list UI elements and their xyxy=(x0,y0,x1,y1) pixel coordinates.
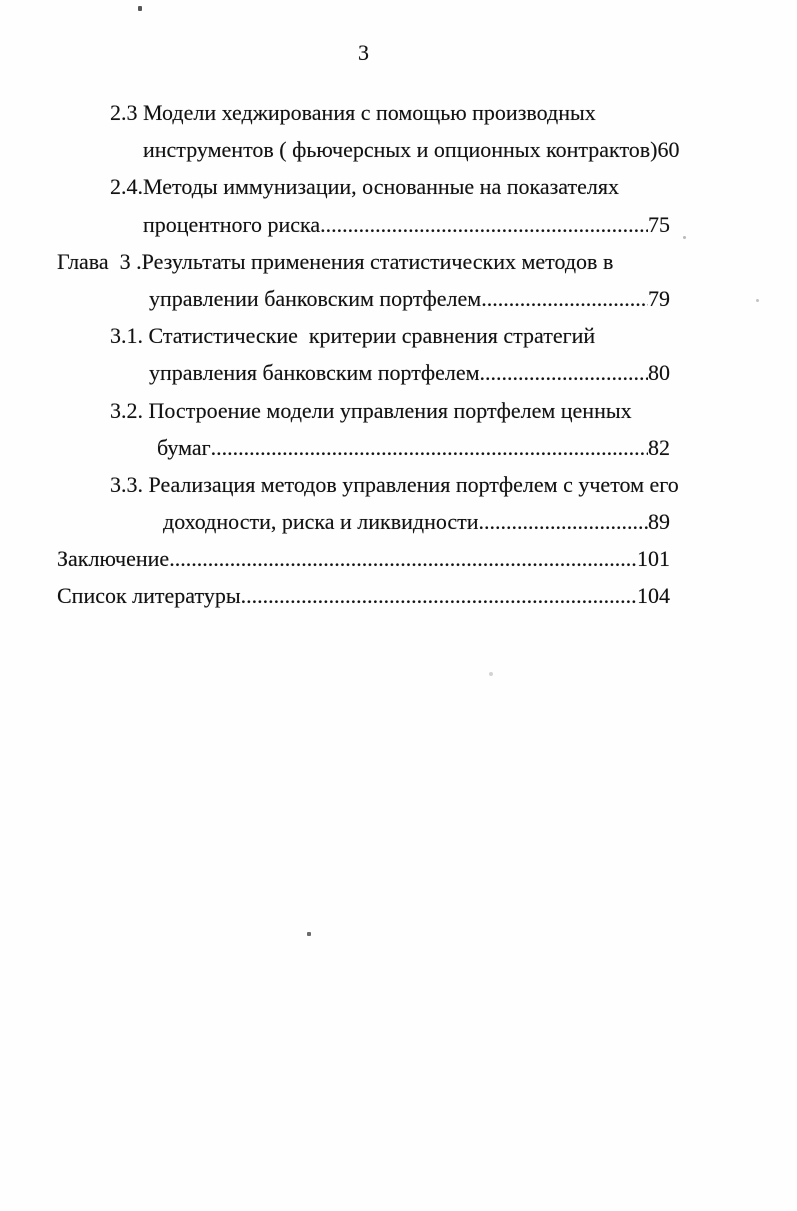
toc xyxy=(57,94,680,615)
scan-speck xyxy=(138,6,142,11)
scan-speck xyxy=(489,672,493,676)
dot-leader xyxy=(479,503,648,540)
toc-page-number: 60 xyxy=(657,137,680,163)
dot-leader xyxy=(481,280,648,317)
toc-entry xyxy=(57,168,670,205)
toc-entry-text: 3.2. Построение модели управления портфелем ценных xyxy=(110,397,632,423)
toc-entry-text: инструментов ( фьючерсных и опционных контрактов) xyxy=(143,137,658,163)
page-number: 3 xyxy=(358,40,369,65)
toc-entry-text: 3.3. Реализация методов управления портфелем с учетом его xyxy=(110,471,679,497)
toc-entry-text: 3.1. Статистические критерии сравнения стратегий xyxy=(110,323,596,349)
scan-speck xyxy=(683,236,686,239)
scan-speck xyxy=(756,299,759,302)
toc-entry xyxy=(57,577,670,614)
toc-entry-text: бумаг xyxy=(157,434,211,460)
toc-page-number: 75 xyxy=(648,211,670,237)
toc-entry xyxy=(57,540,670,577)
dot-leader xyxy=(320,206,648,243)
toc-entry xyxy=(57,280,670,317)
toc-entry xyxy=(57,429,670,466)
dot-leader xyxy=(480,354,648,391)
toc-page-number: 89 xyxy=(648,509,670,535)
toc-entry-text: доходности, риска и ликвидности xyxy=(163,509,479,535)
dot-leader xyxy=(169,540,637,577)
toc-page-number: 79 xyxy=(648,285,670,311)
toc-page-number: 104 xyxy=(637,583,670,609)
toc-entry xyxy=(57,392,670,429)
toc-entry-text: Глава 3 .Результаты применения статистических методов в xyxy=(57,248,614,274)
toc-entry-text: 2.4.Методы иммунизации, основанные на показателях xyxy=(110,174,619,200)
toc-entry xyxy=(57,466,679,503)
toc-entry-text: Список литературы xyxy=(57,583,241,609)
toc-page-number: 82 xyxy=(648,434,670,460)
dot-leader xyxy=(241,577,637,614)
toc-entry xyxy=(57,317,670,354)
scan-speck xyxy=(307,932,311,936)
toc-entry-text: Заключение xyxy=(57,546,170,572)
toc-entry xyxy=(57,243,670,280)
toc-page-number: 101 xyxy=(637,546,670,572)
toc-entry xyxy=(57,94,670,131)
toc-page-number: 80 xyxy=(648,360,670,386)
toc-entry xyxy=(57,206,670,243)
toc-entry-text: 2.3 Модели хеджирования с помощью производных xyxy=(110,100,596,125)
toc-entry xyxy=(57,503,670,540)
toc-entry xyxy=(57,131,680,168)
toc-entry-text: управления банковским портфелем xyxy=(149,360,480,386)
toc-entry xyxy=(57,354,670,391)
toc-entry-text: процентного риска xyxy=(143,211,321,237)
toc-entry-text: управлении банковским портфелем xyxy=(149,285,482,311)
dot-leader xyxy=(211,429,648,466)
